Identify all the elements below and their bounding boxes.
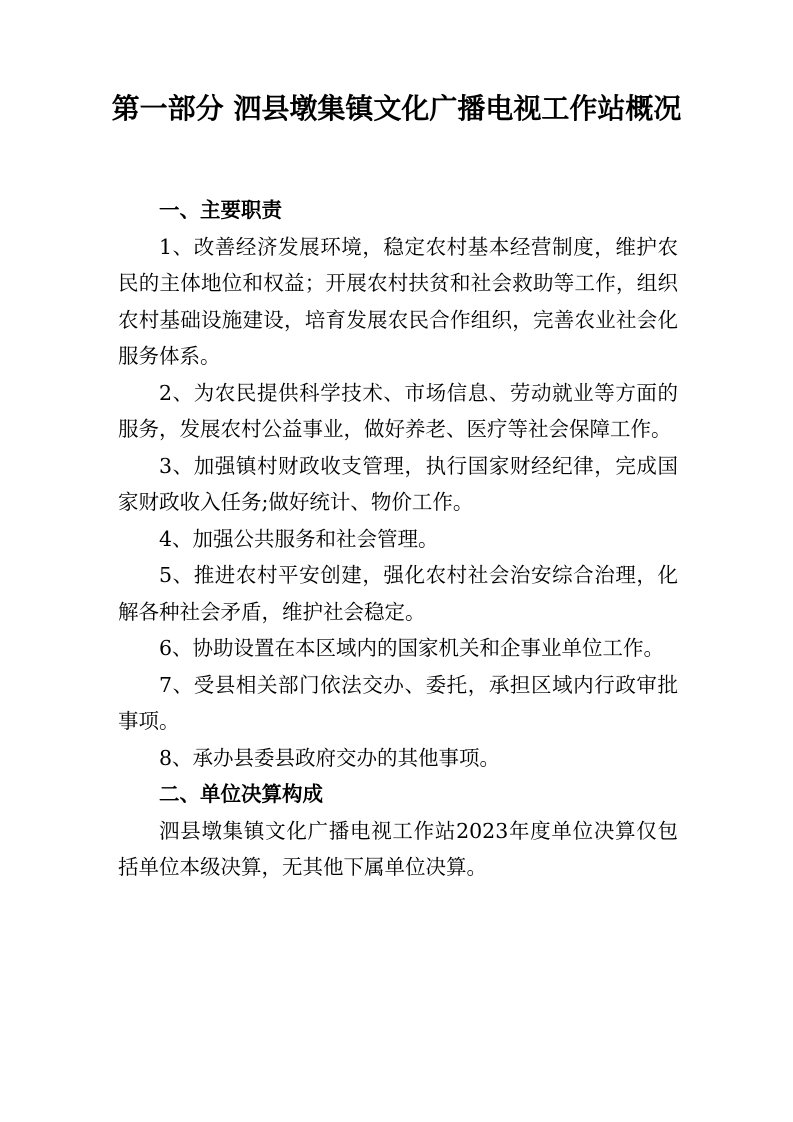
unit-composition-paragraph: 泗县墩集镇文化广播电视工作站2023年度单位决算仅包括单位本级决算，无其他下属单位决算。 bbox=[118, 818, 678, 879]
document-title: 第一部分 泗县墩集镇文化广播电视工作站概况 bbox=[111, 92, 682, 125]
duty-paragraph-7: 7、受县相关部门依法交办、委托，承担区域内行政审批事项。 bbox=[118, 672, 678, 733]
section-heading-unit-composition: 二、单位决算构成 bbox=[159, 782, 323, 806]
document-body bbox=[118, 192, 678, 886]
duty-paragraph-4: 4、加强公共服务和社会管理。 bbox=[159, 526, 439, 551]
duty-paragraph-2: 2、为农民提供科学技术、市场信息、劳动就业等方面的服务，发展农村公益事业，做好养老、医疗等社会保障工作。 bbox=[118, 380, 678, 441]
section-heading-main-duties: 一、主要职责 bbox=[159, 198, 282, 222]
duty-paragraph-1: 1、改善经济发展环境，稳定农村基本经营制度，维护农民的主体地位和权益；开展农村扶贫和社会救助等工作，组织农村基础设施建设，培育发展农民合作组织，完善农业社会化服务体系。 bbox=[118, 234, 678, 368]
duty-paragraph-8: 8、承办县委县政府交办的其他事项。 bbox=[159, 745, 501, 770]
duty-paragraph-3: 3、加强镇村财政收支管理，执行国家财经纪律，完成国家财政收入任务;做好统计、物价工作。 bbox=[118, 453, 678, 514]
duty-paragraph-5: 5、推进农村平安创建，强化农村社会治安综合治理，化解各种社会矛盾，维护社会稳定。 bbox=[118, 563, 678, 624]
duty-paragraph-6: 6、协助设置在本区域内的国家机关和企事业单位工作。 bbox=[159, 636, 665, 660]
